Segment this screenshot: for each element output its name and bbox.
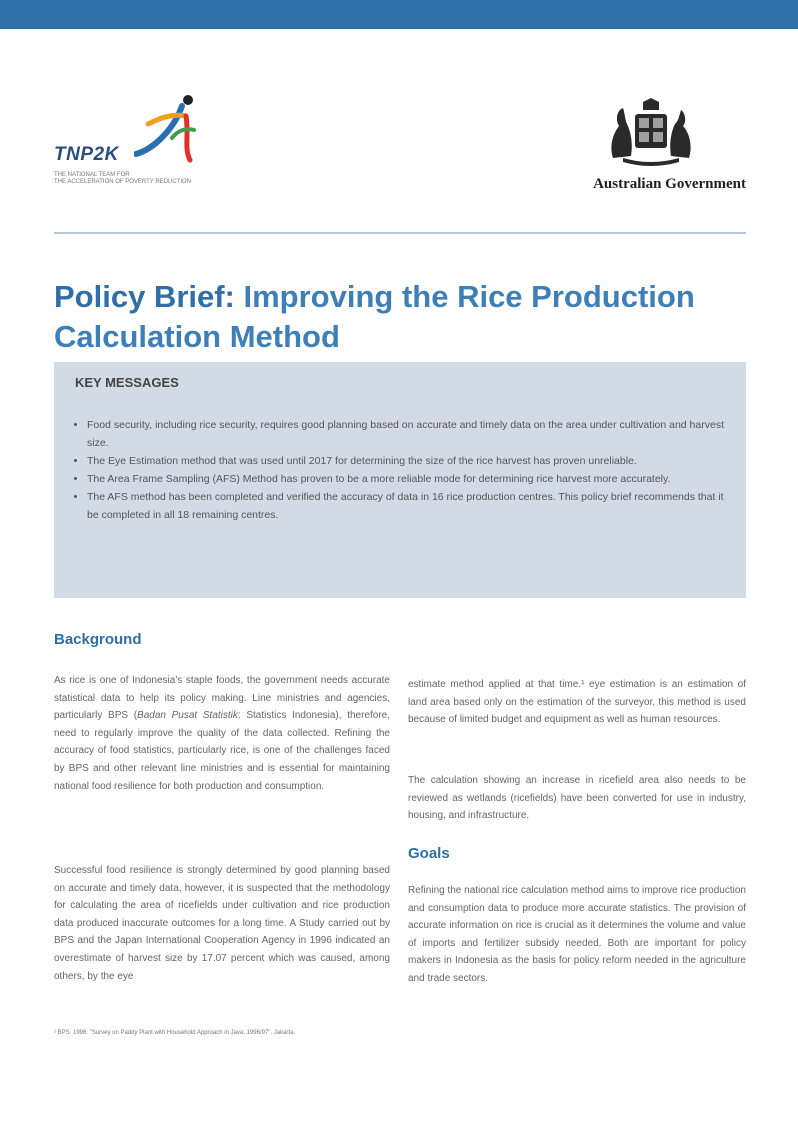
goals-paragraph: Refining the national rice calculation method aims to improve rice production and consumption data to produce more accurate statistics. The provision of accurate information on rice is crucial as it determines the volume and value of imports and fertilizer subsidy needed. Both are important for policy makers in Indonesia as the basis for policy reform needed in the agriculture and trade sectors.: [408, 885, 746, 984]
key-messages-heading: KEY MESSAGES: [75, 375, 179, 390]
footnote: ¹ BPS. 1996. "Survey on Paddy Plant with Household Approach in Java, 1996/97". Jakarta.: [54, 1030, 296, 1036]
key-message-item: • The AFS method has been completed and verified the accuracy of data in 16 rice production centres. This policy brief recommends that it be completed in all 18 remaining centres.: [87, 488, 737, 524]
key-messages-box: [54, 362, 746, 598]
australian-coat-of-arms-icon: [603, 96, 699, 166]
goals-heading: Goals: [408, 845, 450, 862]
background-paragraph-1: As rice is one of Indonesia's staple foods, the government needs accurate statistical data to help its policy making. Line ministries and agencies, particularly BPS (Badan Pusat Statistik: Statistics Indonesia), therefore, need to regularly improve the quality of the data collected. Refining the accuracy of food statistics, particularly rice, is one of the challenges faced by BPS and other relevant line ministries and is essential for maintaining national food resilience for both production and consumption.: [54, 675, 391, 792]
key-message-item: • The Area Frame Sampling (AFS) Method has proven to be a more reliable mode for determining rice harvest more accurately.: [87, 470, 737, 488]
title-main: Improving the Rice Production Calculation Method: [54, 278, 695, 354]
page-title: [54, 277, 744, 357]
background-paragraph-4: The calculation showing an increase in ricefield area also needs to be reviewed as wetlands (ricefields) have been converted for use in industry, housing, and infrastructure.: [408, 775, 746, 822]
tnp2k-logo: [54, 94, 254, 194]
top-header-bar: [0, 0, 798, 29]
tnp2k-tagline: THE NATIONAL TEAM FOR THE ACCELERATION OF POVERTY REDUCTION: [54, 172, 192, 185]
key-message-item: • Food security, including rice security, requires good planning based on accurate and timely data on the area under cultivation and harvest size.: [87, 416, 737, 452]
background-paragraph-3: estimate method applied at that time.¹ eye estimation is an estimation of land area based only on the estimation of the surveyor, this method is used because of limited budget and equipment as well as human resources.: [408, 679, 746, 726]
background-paragraph-2: Successful food resilience is strongly determined by good planning based on accurate and timely data, however, it is suspected that the methodology for calculating the area of ricefields under cultivation and rice production data produced inaccurate outcomes for a long time. A Study carried out by BPS and the Japan International Cooperation Agency in 1996 indicated an overestimate of harvest size by 17.07 percent which was caused, among others, by the eye: [54, 865, 390, 982]
tnp2k-figure-icon: [134, 94, 204, 164]
key-messages-list: [73, 416, 737, 524]
title-prefix: Policy Brief:: [54, 278, 235, 314]
background-heading: Background: [54, 631, 142, 648]
australian-government-wordmark: Australian Government: [593, 176, 746, 192]
tnp2k-wordmark: TNP2K: [54, 144, 119, 165]
header-divider: [54, 232, 746, 234]
key-message-item: • The Eye Estimation method that was used until 2017 for determining the size of the rice harvest has proven unreliable.: [87, 452, 737, 470]
